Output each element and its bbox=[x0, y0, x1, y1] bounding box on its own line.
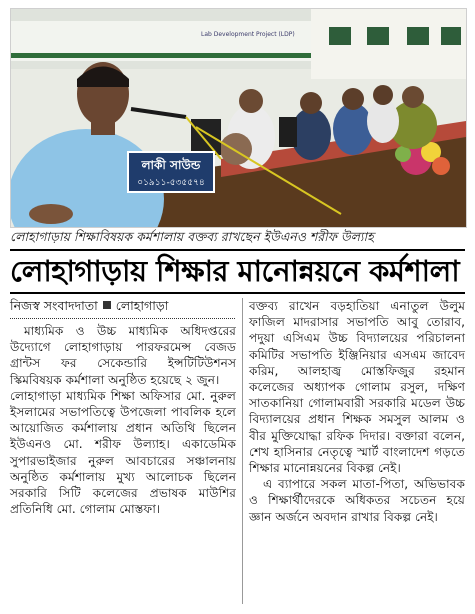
nameplate-title: লাকী সাউন্ড bbox=[141, 158, 201, 172]
article-paragraph: বক্তব্য রাখেন বড়হাতিয়া এনাতুল উলুম ফাজিল মাদরাসার সভাপতি আবু তোরাব, পদুয়া এসিএম উচ্চ বিদ্যালয়ের পরিচালনা কমিটির সভাপতি ইঞ্জিনিয়ার এসএম জাবেদ করিম, আলহাজ্ব মোস্তফিজুর রহমান কলেজের অধ্যাপক গোলাম রসুল, দক্ষিণ সাতকানিয়া গোলামবারী সরকারি মডেল উচ্চ বিদ্যালয়ের প্রধান শিক্ষক সমসুল আলম ও বীর মুক্তিযোদ্ধা রফিক দিদার। বক্তারা বলেন, শেখ হাসিনার নেতৃত্বে স্মার্ট বাংলাদেশ গড়তে শিক্ষার মানোন্নয়নের বিকল্প নেই। bbox=[249, 299, 465, 476]
workshop-photo-illustration bbox=[11, 9, 466, 227]
nameplate-phone: ০১৯১১-৫৩৫৫৭৪ bbox=[137, 178, 205, 188]
photo-caption: লোহাগাড়ায় শিক্ষাবিষয়ক কর্মশালায় বক্তব্য রাখছেন ইউএনও শরীফ উল্যাহ bbox=[10, 229, 374, 244]
byline-location: লোহাগাড়া bbox=[115, 298, 169, 313]
byline bbox=[10, 298, 235, 318]
article-column-1 bbox=[10, 323, 236, 517]
column-divider bbox=[242, 298, 243, 604]
article-paragraph: লোহাগাড়া মাধ্যমিক শিক্ষা অফিসার মো. নুরুল ইসলামের সভাপতিত্বে উপজেলা পাবলিক হলে আয়োজিত কর্মশালায় প্রধান অতিথি ছিলেন ইউএনও মো. শরীফ উল্যাহ। একাডেমিক সুপারভাইজার নুরুল আবচারের সঞ্চালনায় অনুষ্ঠিত কর্মশালায় মুখ্য আলোচক ছিলেন সরকারি সিটি কলেজের প্রভাষক মাউশির প্রতিনিধি মো. গোলাম মোস্তফা। bbox=[10, 388, 236, 517]
article-column-2 bbox=[249, 298, 465, 525]
news-photo bbox=[10, 8, 467, 228]
article-paragraph: মাধ্যমিক ও উচ্চ মাধ্যমিক অধিদপ্তরের উদ্যোগে লোহাগাড়ায় পারফরমেন্স বেজড গ্রান্টস ফর সেকেন্ডারি ইন্সটিটিউশনস স্কিমবিষয়ক কর্মশালা অনুষ্ঠিত হয়েছে ২ জুন। bbox=[10, 324, 236, 387]
banner-text: Lab Development Project (LDP) bbox=[201, 31, 295, 38]
article-paragraph: এ ব্যাপারে সকল মাতা-পিতা, অভিভাবক ও শিক্ষার্থীদেরকে অধিকতর সচেতন হয়ে জ্ঞান অর্জনে অবদান রাখার বিকল্প নেই। bbox=[249, 477, 465, 524]
square-bullet-icon bbox=[103, 301, 111, 309]
headline-bottom-rule bbox=[10, 292, 465, 294]
headline: লোহাগাড়ায় শিক্ষার মানোন্নয়নে কর্মশালা bbox=[10, 254, 460, 288]
byline-divider bbox=[10, 318, 235, 319]
byline-reporter: নিজস্ব সংবাদদাতা bbox=[10, 298, 98, 313]
